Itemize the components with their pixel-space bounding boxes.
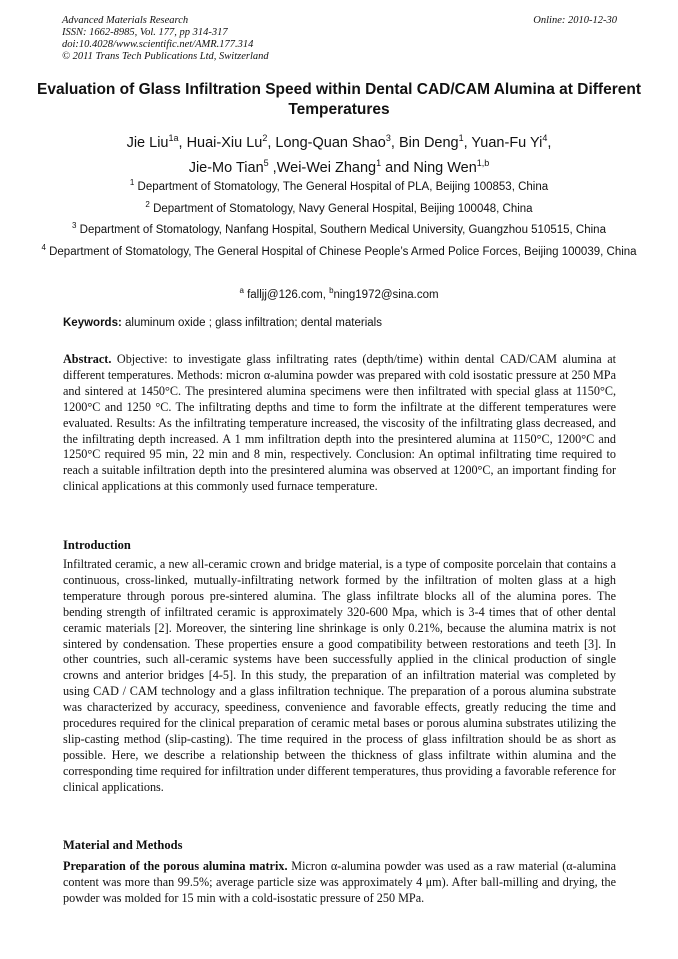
keywords [63,316,616,331]
introduction-text: Infiltrated ceramic, a new all-ceramic crown and bridge material, is a type of composite porcelain that contains a continuous, cross-linked, mutually-infiltrating network formed by the infiltration of molten glass at a high temperature through porous pre-sintered alumina. The glass infiltrate blocks all of the alumina pores. The bending strength of infiltrated ceramic is approximately 320-600 Mpa, which is 3-4 times that of other dental ceramic materials [2]. Moreover, the sintering line shrinkage is only 0.21%, because the alumina matrix is not sintered by condensation. These properties ensure a good compatibility between restorations and teeth [3]. In other countries, such all-ceramic systems have been successfully applied in the clinical production of single crowns and anterior bridges [4-5]. In this study, the preparation of an infiltration material was completed by using CAD / CAM technology and a glass infiltration technique. The preparation of a porous alumina substrate was characterized by accuracy, speediness, convenience and favorable effects, greatly reducing the time and procedures required for the clinical preparation of ceramic metal bases or porous alumina substrates utilizing the slip-casting method (slip-casting). The time required in the process of glass infiltration should be as short as possible. Here, we describe a relationship between the thickness of glass infiltrate within alumina and the corresponding time required for infiltration under different temperatures, thus providing a favorable reference for clinical applications. [63,557,616,794]
author-sup: 1a [168,133,179,143]
affiliation [40,197,638,217]
author-sep: , [178,134,187,151]
affiliation [40,240,638,260]
methods-text: Micron α-alumina powder was used as a raw material (α-alumina content was more than 99.5%; average particle size was approximately 4 μm). After ball-milling and drying, the powder was molded for 15 min with a cold-isostatic pressure of 250 MPa. [63,859,616,905]
author-name: Long-Quan Shao [275,134,386,151]
section-heading-introduction: Introduction [63,538,131,552]
abstract [63,352,616,495]
affiliation-sup: 2 [145,199,150,209]
journal-header [62,15,617,63]
author-sep: , [267,134,276,151]
author-name: Ning Wen [413,159,477,176]
author-sup: 1 [376,157,382,168]
email-b: ning1972@sina.com [333,288,439,301]
author-sep: , [547,134,552,151]
methods-paragraph [63,859,616,907]
keywords-text: aluminum oxide ; glass infiltration; dental materials [121,317,382,329]
author-sup: 1,b [476,157,490,168]
author-sep: and [381,159,414,176]
author-sup: 2 [262,133,268,143]
affiliation-list [40,175,638,261]
journal-doi: doi:10.4028/www.scientific.net/AMR.177.314 [62,39,254,50]
author-sup: 3 [385,133,391,143]
affiliation-sup: 4 [41,242,46,252]
affiliation-sup: 1 [129,178,135,187]
methods-subheading: Preparation of the porous alumina matrix. [63,859,288,873]
paper-title: Evaluation of Glass Infiltration Speed within Dental CAD/CAM Alumina at Different Temperatures [37,81,641,118]
affiliation-text: Department of Stomatology, The General Hospital of Chinese People’s Armed Police Forces, Beijing 100039, China [49,245,637,258]
author-sup: 1 [458,133,464,143]
affiliation-text: Department of Stomatology, Navy General Hospital, Beijing 100048, China [153,202,533,215]
keywords-label: Keywords: [63,317,122,329]
section-heading-methods: Material and Methods [63,838,183,852]
author-sep: , [390,134,399,151]
affiliation-text: Department of Stomatology, The General Hospital of PLA, Beijing 100853, China [137,180,549,193]
abstract-text: Objective: to investigate glass infiltrating rates (depth/time) within dental CAD/CAM alumina at different temperatures. Methods: micron α-alumina powder was prepared with cold isostatic pressure at 250 MPa and sintered at 1450°C. The presintered alumina specimens were then infiltrated with special glass at 1150°C, 1200°C and 1250 °C. The infiltrating depths and time to form the infiltrate at the different temperatures were evaluated. Results: As the infiltrating temperature increased, the viscosity of the infiltrating glass decreased, and the infiltrating depth increased. A 1 mm infiltration depth into the presintered alumina at 1150°C, 1200°C and 1250°C required 95 min, 22 min and 8 min, respectively. Conclusion: An optimal infiltrating time required to reach a suitable infiltration depth into the presintered alumina was observed at 1200°C, an important finding for clinical applications at this commonly used furnace temperature. [63,352,616,494]
author-sep: , [463,134,472,151]
journal-copyright: © 2011 Trans Tech Publications Ltd, Switzerland [62,51,269,62]
affiliation [40,175,638,195]
author-name: Jie Liu [126,134,169,151]
email-sup: b [329,286,334,295]
affiliation-text: Department of Stomatology, Nanfang Hospital, Southern Medical University, Guangzhou 510515, China [79,223,606,236]
author-sup: 4 [542,133,548,143]
author-list [30,128,648,178]
author-name: Yuan-Fu Yi [471,134,543,151]
author-sep: , [268,159,277,176]
author-name: Jie-Mo Tian [188,159,264,176]
online-date: Online: 2010-12-30 [533,15,617,26]
affiliation [40,218,638,238]
affiliation-sup: 3 [72,221,77,231]
journal-issn: ISSN: 1662-8985, Vol. 177, pp 314-317 [62,27,228,38]
author-sup: 5 [263,157,269,168]
email-a: falljj@126.com [247,288,323,301]
email-line [40,283,638,303]
abstract-label: Abstract. [63,352,112,366]
author-name: Huai-Xiu Lu [186,134,263,151]
journal-name: Advanced Materials Research [62,15,189,26]
email-sep: , [322,288,330,301]
email-sup: a [239,286,244,295]
author-name: Wei-Wei Zhang [276,159,377,176]
author-name: Bin Deng [398,134,459,151]
